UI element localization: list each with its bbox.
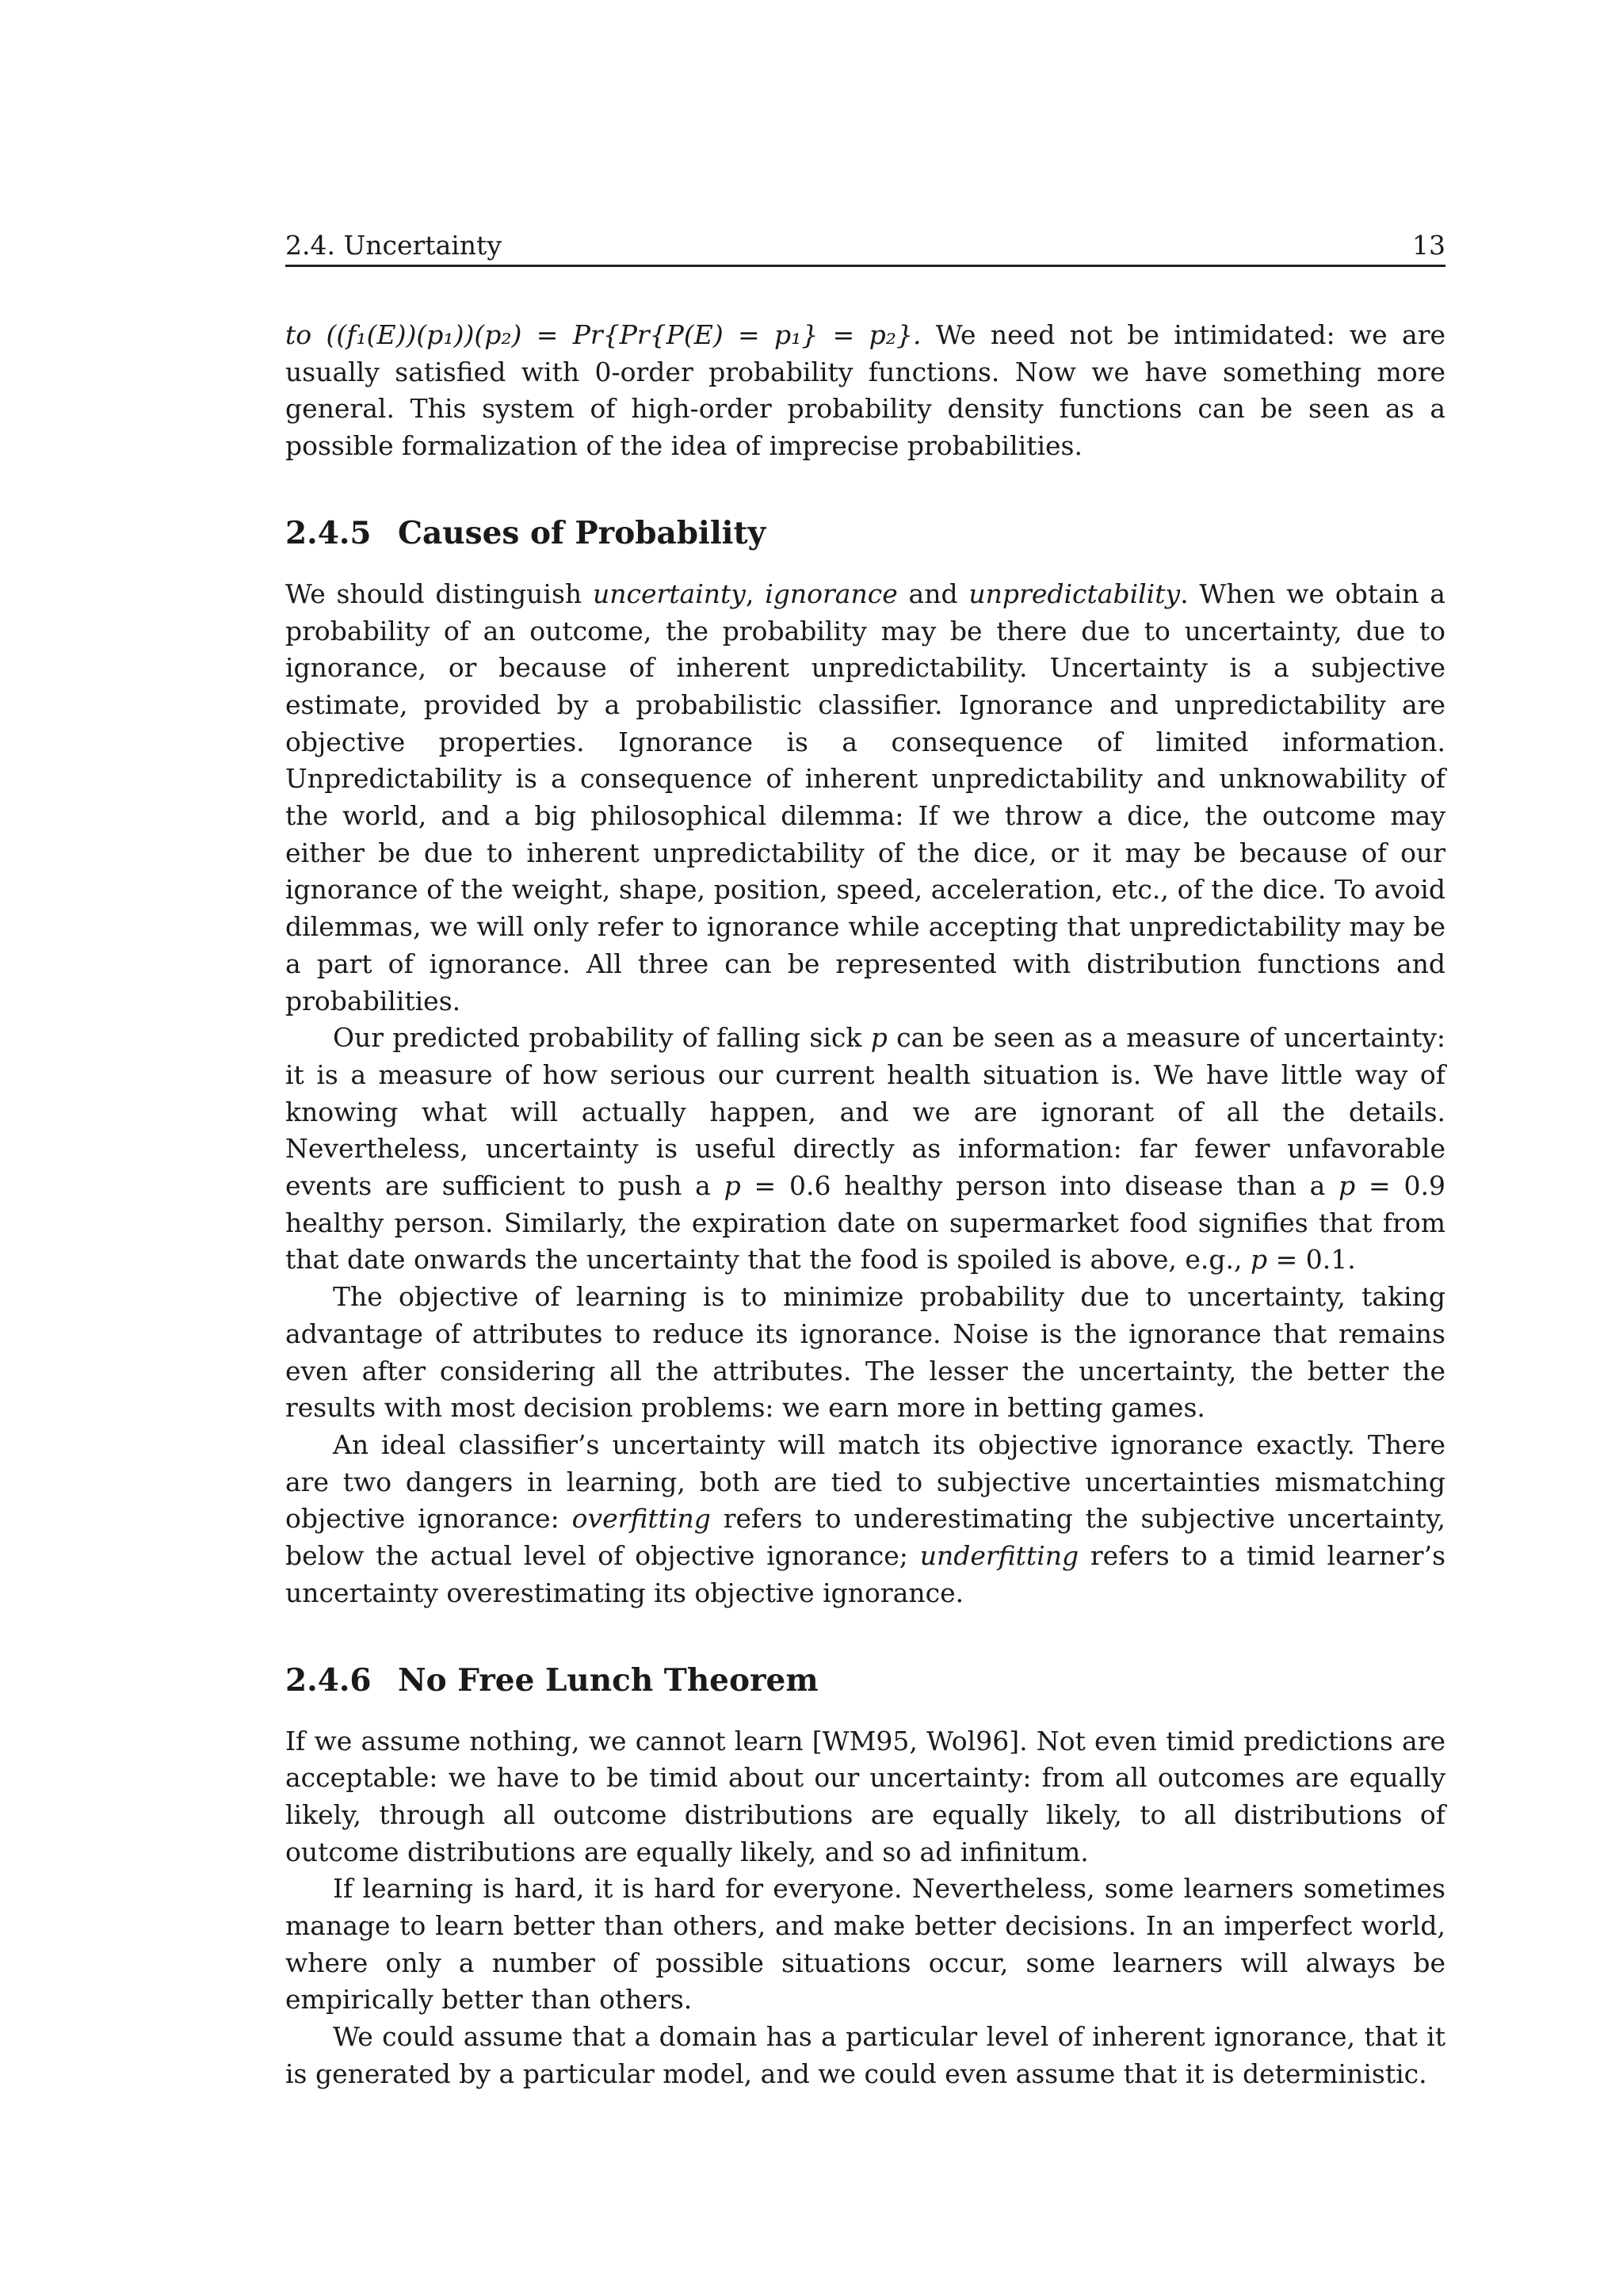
section-title: Causes of Probability bbox=[398, 514, 766, 551]
math-var: p bbox=[1338, 1170, 1356, 1202]
paragraph: We could assume that a domain has a particular level of inherent ignorance, that it is generated by a particular model, and we could even assume that it is deterministic. bbox=[285, 2021, 1445, 2089]
emphasis: unpredictability bbox=[968, 578, 1181, 609]
page-number: 13 bbox=[1412, 230, 1445, 261]
paragraph: The objective of learning is to minimize probability due to uncertainty, taking advantage of attributes to reduce its ignorance. Noise is the ignorance that remains even after considering all the attributes. The lesser the uncertainty, the better the results with most decision problems: we earn more in betting games. bbox=[285, 1281, 1445, 1424]
emphasis: ignorance bbox=[765, 578, 898, 609]
section-heading-2-4-5 bbox=[285, 514, 1445, 552]
paragraph: If learning is hard, it is hard for everyone. Nevertheless, some learners sometimes manage to learn better than others, and make better decisions. In an imperfect world, where only a number of possible situations occur, some learners will always be empirically better than others. bbox=[285, 1873, 1445, 2016]
running-head-section: 2.4. Uncertainty bbox=[285, 230, 502, 261]
math-var: p bbox=[1250, 1244, 1268, 1276]
intro-text: We need not be intimidated: we are usually satisfied with 0-order probability functions. Now we have something more general. This system of high-order probability density functions can be seen as a possible formalization of the idea of imprecise probabilities. bbox=[285, 319, 1445, 462]
math-var: p bbox=[870, 1022, 888, 1054]
text-run: = 0.9 healthy person. Similarly, the expiration date on supermarket food signifies that from that date onwards the uncertainty that the food is spoiled is above, e.g., bbox=[285, 1170, 1445, 1276]
text-run: refers to underestimating the subjective uncertainty, below the actual level of objective ignorance; bbox=[285, 1503, 1445, 1572]
section-number: 2.4.5 bbox=[285, 514, 372, 551]
section-title: No Free Lunch Theorem bbox=[398, 1661, 819, 1699]
paragraph bbox=[285, 576, 1445, 1020]
running-head bbox=[285, 228, 1445, 267]
paragraph bbox=[285, 1020, 1445, 1279]
section-heading-2-4-6 bbox=[285, 1661, 1445, 1699]
math-var: p bbox=[724, 1170, 741, 1202]
paragraph bbox=[285, 1427, 1445, 1612]
intro-paragraph bbox=[285, 317, 1445, 465]
page-body bbox=[285, 317, 1445, 2093]
text-run: Our predicted probability of falling sick bbox=[333, 1022, 871, 1054]
text-run: can be seen as a measure of uncertainty: it is a measure of how serious our current health situation is. We have little way of knowing what will actually happen, and we are ignorant of all the details. Nevertheless, uncertainty is useful directly as information: far fewer unfavorable events are sufficient to push a bbox=[285, 1022, 1446, 1202]
text-run: = 0.6 healthy person into disease than a bbox=[740, 1170, 1339, 1202]
section-number: 2.4.6 bbox=[285, 1661, 372, 1699]
text-run: , bbox=[745, 578, 766, 609]
emphasis: underfitting bbox=[919, 1540, 1079, 1572]
text-run: We should distinguish bbox=[285, 578, 593, 609]
text-run: and bbox=[897, 578, 969, 609]
text-run: . When we obtain a probability of an outcome, the probability may be there due to uncertainty, due to ignorance, or because of inherent unpredictability. Uncertainty is a subjective estimate, provided by a probabilistic classifier. Ignorance and unpredictability are objective properties. Ignorance is a consequence of limited information. Unpredictability is a consequence of inherent unpredictability and unknowability of the world, and a big philosophical dilemma: If we throw a dice, the outcome may either be due to inherent unpredictability of the dice, or it may be because of our ignorance of the weight, shape, position, speed, acceleration, etc., of the dice. To avoid dilemmas, we will only refer to ignorance while accepting that unpredictability may be a part of ignorance. All three can be represented with distribution functions and probabilities. bbox=[285, 578, 1445, 1016]
text-run: refers to a timid learner’s uncertainty overestimating its objective ignorance. bbox=[285, 1540, 1445, 1608]
paragraph: If we assume nothing, we cannot learn [WM95, Wol96]. Not even timid predictions are acceptable: we have to be timid about our uncertainty: from all outcomes are equally likely, through all outcome distributions are equally likely, to all distributions of outcome distributions are equally likely, and so ad infinitum. bbox=[285, 1725, 1445, 1867]
text-run: An ideal classifier’s uncertainty will match its objective ignorance exactly. There are two dangers in learning, both are tied to subjective uncertainties mismatching objective ignorance: bbox=[285, 1428, 1445, 1535]
intro-formula: to ((f₁(E))(p₁))(p₂) = Pr{Pr{P(E) = p₁} = p₂}. bbox=[285, 319, 922, 350]
text-run: = 0.1. bbox=[1267, 1244, 1356, 1276]
emphasis: uncertainty bbox=[592, 578, 746, 609]
emphasis: overfitting bbox=[571, 1503, 711, 1535]
